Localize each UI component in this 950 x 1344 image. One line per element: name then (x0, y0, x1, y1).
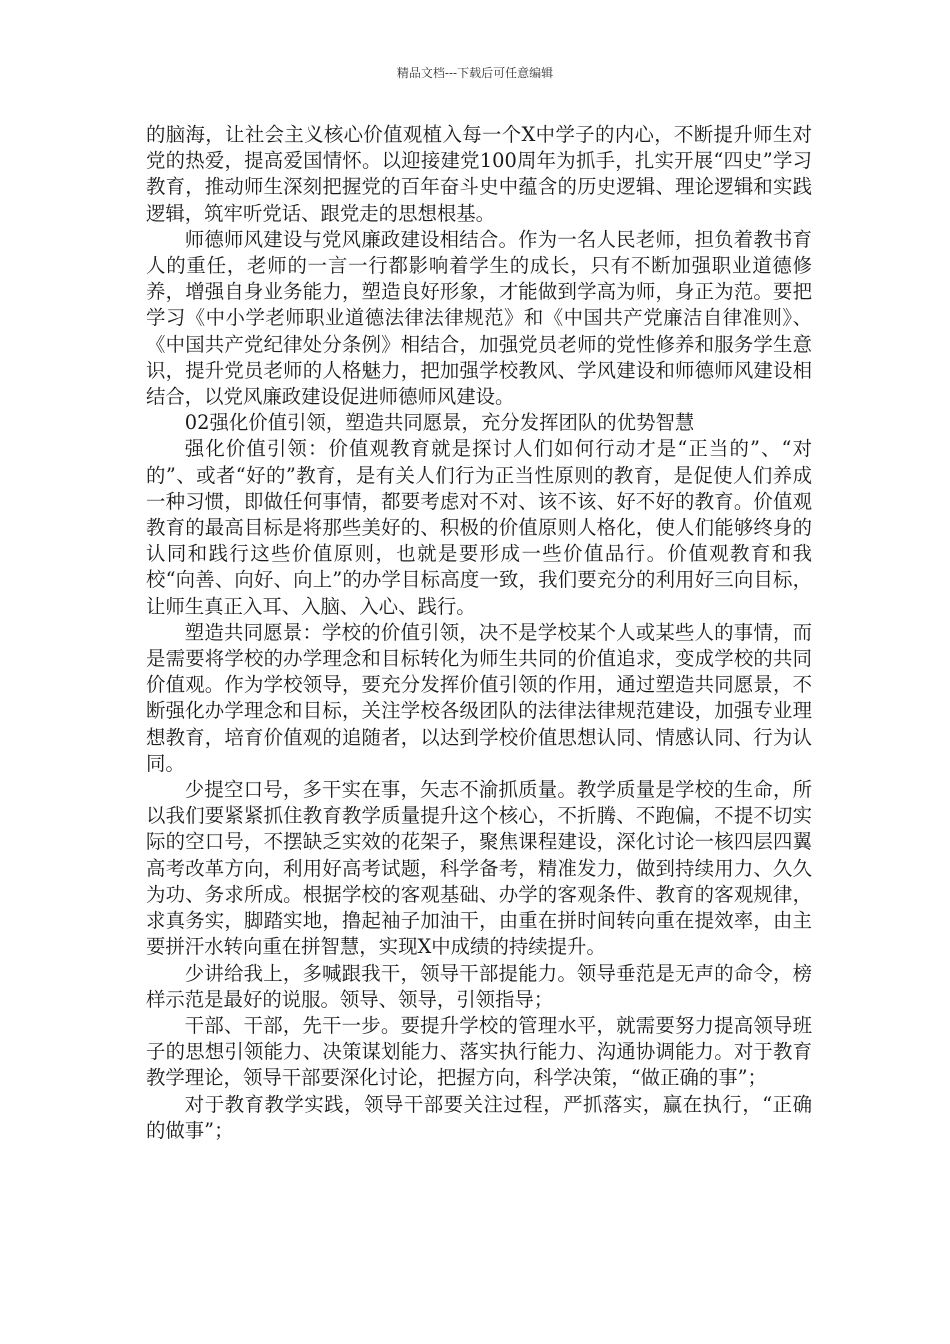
paragraph-4: 强化价值引领：价值观教育就是探讨人们如何行动才是“正当的”、“对的”、或者“好的”教育，是有关人们行为正当性原则的教育，是促使人们养成一种习惯，即做任何事情，都要考虑对不对、该不该、好不好的教育。价值观教育的最高目标是将那些美好的、积极的价值原则人格化，使人们能够终身的认同和践行这些价值原则，也就是要形成一些价值品行。价值观教育和我校“向善、向好、向上”的办学目标高度一致，我们要充分的利用好三向目标，让师生真正入耳、入脑、入心、践行。 (146, 437, 812, 618)
section-heading-02: 02强化价值引领，塑造共同愿景，充分发挥团队的优势智慧 (184, 411, 695, 435)
paragraph-5: 塑造共同愿景：学校的价值引领，决不是学校某个人或某些人的事情，而是需要将学校的办学理念和目标转化为师生共同的价值追求，变成学校的共同价值观。作为学校领导，要充分发挥价值引领的作用，通过塑造共同愿景，不断强化办学理念和目标，关注学校各级团队的法律法律规范建设，加强专业理想教育，培育价值观的追随者，以达到学校价值思想认同、情感认同、行为认同。 (146, 620, 812, 775)
paragraph-1: 的脑海，让社会主义核心价值观植入每一个X中学子的内心，不断提升师生对党的热爱，提高爱国情怀。以迎接建党100周年为抓手，扎实开展“四史”学习教育，推动师生深刻把握党的百年奋斗史中蕴含的历史逻辑、理论逻辑和实践逻辑，筑牢听党话、跟党走的思想根基。 (146, 123, 812, 225)
paragraph-8: 干部、干部，先干一步。要提升学校的管理水平，就需要努力提高领导班子的思想引领能力、决策谋划能力、落实执行能力、沟通协调能力。对于教育教学理论，领导干部要深化讨论，把握方向，科学决策，“做正确的事”； (146, 1013, 812, 1090)
paragraph-2: 师德师风建设与党风廉政建设相结合。作为一名人民老师，担负着教书育人的重任，老师的一言一行都影响着学生的成长，只有不断加强职业道德修养，增强自身业务能力，塑造良好形象，才能做到学高为师，身正为范。要把学习《中小学老师职业道德法律法律规范》和《中国共产党廉洁自律准则》、《中国共产党纪律处分条例》相结合，加强党员老师的党性修养和服务学生意识，提升党员老师的人格魅力，把加强学校教风、学风建设和师德师风建设相结合，以党风廉政建设促进师德师风建设。 (146, 227, 812, 409)
paragraph-6: 少提空口号，多干实在事，矢志不渝抓质量。教学质量是学校的生命，所以我们要紧紧抓住教育教学质量提升这个核心，不折腾、不跑偏，不提不切实际的空口号，不摆缺乏实效的花架子，聚焦课程建设，深化讨论一核四层四翼高考改革方向，利用好高考试题，科学备考，精准发力，做到持续用力、久久为功、务求所成。根据学校的客观基础、办学的客观条件、教育的客观规律，求真务实，脚踏实地，撸起袖子加油干，由重在拼时间转向重在提效率，由主要拼汗水转向重在拼智慧，实现X中成绩的持续提升。 (146, 778, 812, 959)
paragraph-9: 对于教育教学实践，领导干部要关注过程，严抓落实，赢在执行，“正确的做事”； (146, 1092, 812, 1142)
paragraph-7: 少讲给我上，多喊跟我干，领导干部提能力。领导垂范是无声的命令，榜样示范是最好的说服。领导、领导，引领指导； (146, 961, 812, 1011)
document-body (146, 122, 812, 1144)
page-header: 精品文档---下载后可任意编辑 (396, 66, 554, 80)
